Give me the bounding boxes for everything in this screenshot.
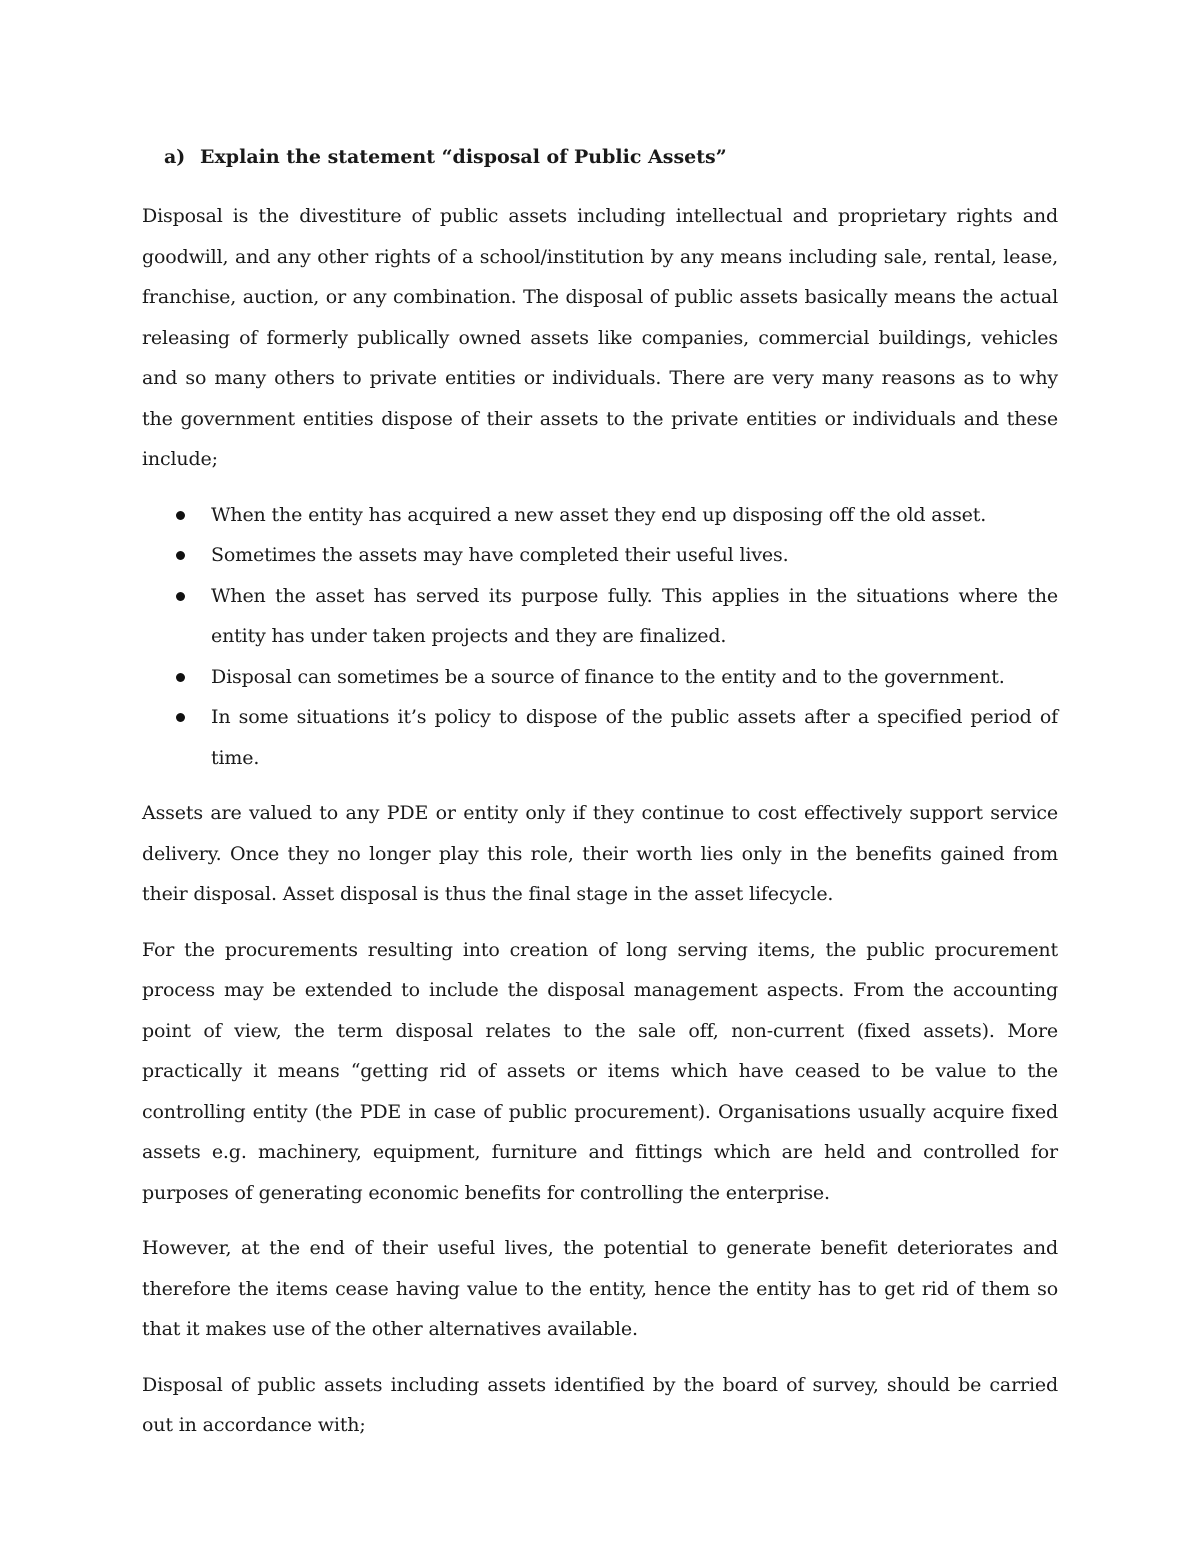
- section-heading: [164, 140, 1058, 174]
- body-paragraph: Assets are valued to any PDE or entity only if they continue to cost effectively support service delivery. Once they no longer play this role, their worth lies only in the benefits gained from their disposal. Asset disposal is thus the final stage in the asset lifecycle.: [142, 802, 1058, 905]
- list-item: [142, 535, 1058, 576]
- bullet-icon: [176, 551, 185, 560]
- heading-text: Explain the statement “disposal of Public Assets”: [200, 146, 727, 168]
- intro-paragraph: Disposal is the divestiture of public assets including intellectual and proprietary rights and goodwill, and any other rights of a school/institution by any means including sale, rental, lease, franchise, auction, or any combination. The disposal of public assets basically means the actual releasing of formerly publically owned assets like companies, commercial buildings, vehicles and so many others to private entities or individuals. There are very many reasons as to why the government entities dispose of their assets to the private entities or individuals and these include;: [142, 205, 1058, 470]
- list-item-text: When the entity has acquired a new asset they end up disposing off the old asset.: [211, 503, 987, 526]
- body-paragraph: However, at the end of their useful lives, the potential to generate benefit deteriorates and therefore the items cease having value to the entity, hence the entity has to get rid of them so that it makes use of the other alternatives available.: [142, 1237, 1058, 1340]
- list-item-text: In some situations it’s policy to dispose of the public assets after a specified period of time.: [211, 706, 1058, 769]
- reasons-list: [142, 495, 1058, 779]
- body-paragraph: Disposal of public assets including assets identified by the board of survey, should be carried out in accordance with;: [142, 1373, 1058, 1436]
- list-item: [142, 576, 1058, 657]
- list-item: [142, 495, 1058, 536]
- list-item: [142, 697, 1058, 778]
- bullet-icon: [176, 592, 185, 601]
- list-item-text: When the asset has served its purpose fully. This applies in the situations where the entity has under taken projects and they are finalized.: [211, 584, 1058, 647]
- document-page: [142, 140, 1058, 1461]
- bullet-icon: [176, 713, 185, 722]
- list-item-text: Disposal can sometimes be a source of finance to the entity and to the government.: [211, 665, 1005, 688]
- heading-marker: a): [164, 146, 186, 168]
- list-item: [142, 657, 1058, 698]
- bullet-icon: [176, 673, 185, 682]
- list-item-text: Sometimes the assets may have completed their useful lives.: [211, 544, 789, 566]
- bullet-icon: [176, 511, 185, 520]
- body-paragraph: For the procurements resulting into creation of long serving items, the public procurement process may be extended to include the disposal management aspects. From the accounting point of view, the term disposal relates to the sale off, non-current (fixed assets). More practically it means “getting rid of assets or items which have ceased to be value to the controlling entity (the PDE in case of public procurement). Organisations usually acquire fixed assets e.g. machinery, equipment, furniture and fittings which are held and controlled for purposes of generating economic benefits for controlling the enterprise.: [142, 938, 1058, 1204]
